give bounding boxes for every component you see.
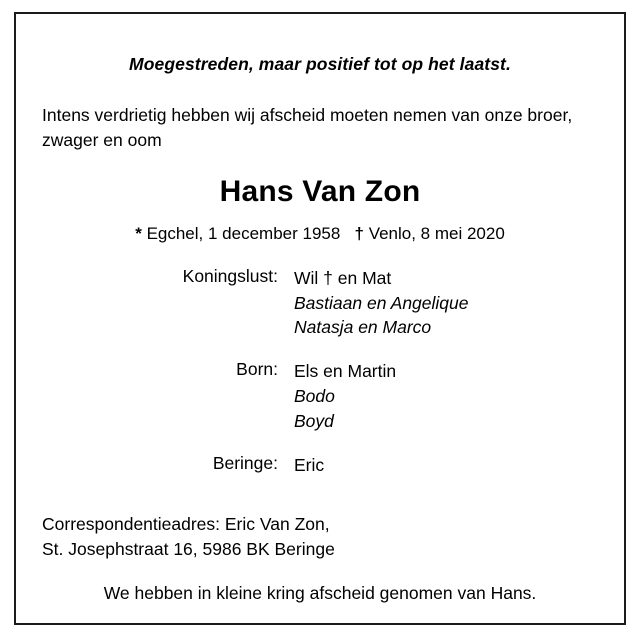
- family-groups: [42, 266, 598, 478]
- member-line: Bodo: [294, 386, 335, 407]
- death-symbol: †: [354, 223, 364, 243]
- member-line: Boyd: [294, 410, 334, 431]
- member-line: Natasja en Marco: [294, 317, 432, 338]
- group-members: [294, 359, 598, 434]
- member-line: Els en Martin: [294, 361, 397, 382]
- group-members: [294, 266, 598, 341]
- birth-info: Egchel, 1 december 1958: [146, 223, 341, 243]
- motto-text: Moegestreden, maar positief tot op het laatst.: [129, 54, 511, 74]
- address-line-1: Correspondentieadres: Eric Van Zon,: [42, 513, 330, 534]
- group-place: Born:: [236, 359, 278, 380]
- member-line: Bastiaan en Angelique: [294, 292, 469, 313]
- closing-text: We hebben in kleine kring afscheid genomen van Hans.: [103, 583, 537, 604]
- family-group: [42, 359, 598, 434]
- member-line: Wil † en Mat: [294, 267, 392, 288]
- group-place: Beringe:: [212, 452, 278, 473]
- death-info: Venlo, 8 mei 2020: [368, 223, 505, 243]
- deceased-name: Hans Van Zon: [219, 174, 421, 208]
- family-group: [42, 266, 598, 341]
- group-members: [294, 453, 598, 478]
- obituary-card: [14, 12, 626, 625]
- life-dates: [42, 224, 598, 244]
- group-place: Koningslust:: [182, 265, 278, 286]
- member-line: Eric: [294, 454, 325, 475]
- birth-symbol: *: [135, 223, 142, 243]
- correspondence-address: [42, 512, 598, 562]
- intro-text: Intens verdrietig hebben wij afscheid moeten nemen van onze broer, zwager en oom: [42, 105, 573, 151]
- address-line-2: St. Josephstraat 16, 5986 BK Beringe: [42, 538, 335, 559]
- family-group: [42, 453, 598, 478]
